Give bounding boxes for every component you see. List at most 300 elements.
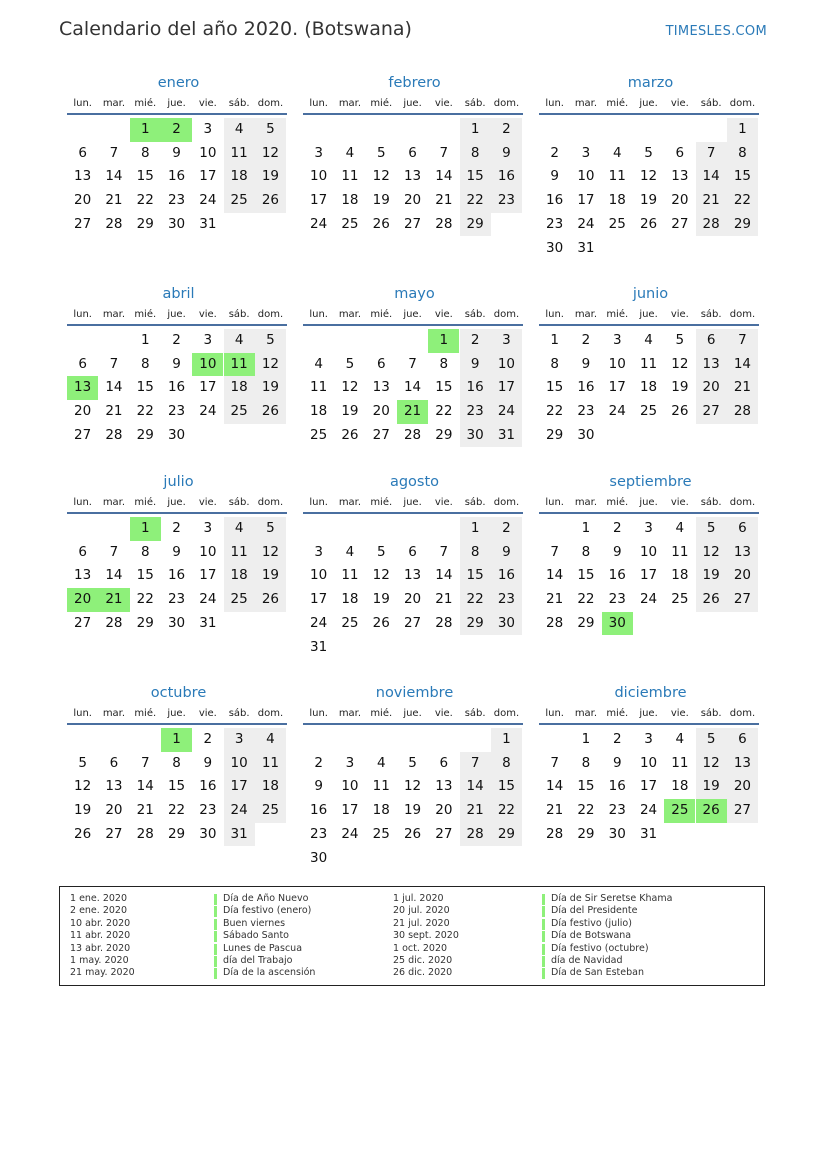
day-cell: 26 <box>372 614 390 631</box>
day-cell: 6 <box>675 144 685 161</box>
weekday-header: mar. <box>102 309 126 320</box>
day-cell: 15 <box>136 567 154 584</box>
holiday-day-cell: 1 <box>130 118 161 142</box>
month-name: julio <box>163 474 194 490</box>
day-cell: 30 <box>491 612 522 636</box>
day-cell: 13 <box>727 541 758 565</box>
day-cell: 3 <box>491 329 522 353</box>
day-cell: 13 <box>403 168 422 185</box>
day-cell: 12 <box>696 752 727 776</box>
day-cell: 2 <box>612 520 622 536</box>
day-cell: 16 <box>608 778 626 795</box>
day-cell: 26 <box>372 215 390 232</box>
day-cell: 14 <box>460 775 491 799</box>
holiday-day-cell: 2 <box>161 118 192 142</box>
header-divider <box>303 113 523 115</box>
day-cell: 4 <box>376 754 386 771</box>
day-cell: 24 <box>341 825 359 842</box>
day-cell: 23 <box>608 802 626 819</box>
legend-date: 1 may. 2020 <box>70 955 129 966</box>
day-cell: 25 <box>341 215 359 232</box>
day-cell: 27 <box>403 614 422 631</box>
day-cell: 10 <box>199 543 217 560</box>
weekday-header: sáb. <box>700 708 722 719</box>
day-cell: 26 <box>639 215 658 232</box>
weekday-header: vie. <box>198 497 217 508</box>
legend-holiday-name: Día del Presidente <box>551 905 638 917</box>
weekday-header: lun. <box>309 98 328 109</box>
day-cell: 3 <box>314 144 323 161</box>
weekday-header: dom. <box>257 309 284 320</box>
day-cell: 25 <box>372 825 390 842</box>
day-cell: 19 <box>671 379 689 396</box>
day-cell: 15 <box>577 778 595 795</box>
day-cell: 22 <box>136 192 154 209</box>
day-cell: 1 <box>140 332 150 348</box>
legend-holiday-marker <box>542 944 545 955</box>
day-cell: 17 <box>199 379 217 396</box>
weekday-header: dom. <box>257 98 284 109</box>
holiday-day-cell: 1 <box>161 728 192 752</box>
day-cell: 29 <box>435 426 453 443</box>
holiday-day-cell: 25 <box>664 799 695 823</box>
day-cell: 6 <box>696 329 727 353</box>
day-cell: 13 <box>403 567 422 584</box>
legend-holiday-name: día de Navidad <box>551 955 623 966</box>
weekday-header: sáb. <box>228 497 250 508</box>
weekday-header: sáb. <box>464 497 486 508</box>
day-cell: 26 <box>671 403 689 420</box>
day-cell: 5 <box>675 332 685 348</box>
legend-holiday-marker <box>214 944 217 955</box>
day-cell: 14 <box>403 379 422 396</box>
day-cell: 4 <box>224 118 255 142</box>
day-cell: 24 <box>199 591 217 608</box>
day-cell: 18 <box>224 165 255 189</box>
day-cell: 31 <box>199 215 217 232</box>
day-cell: 27 <box>74 614 92 631</box>
day-cell: 4 <box>345 543 355 560</box>
header-divider <box>539 324 759 326</box>
day-cell: 30 <box>546 239 564 256</box>
day-cell: 17 <box>310 192 328 209</box>
day-cell: 26 <box>255 588 286 612</box>
day-cell: 21 <box>435 192 453 209</box>
weekday-header: mié. <box>606 98 629 109</box>
day-cell: 4 <box>255 728 286 752</box>
day-cell: 26 <box>74 825 92 842</box>
day-cell: 5 <box>78 754 87 771</box>
weekday-header: dom. <box>257 497 284 508</box>
day-cell: 11 <box>671 754 689 771</box>
day-cell: 18 <box>608 192 626 209</box>
day-cell: 19 <box>74 802 92 819</box>
legend-holiday-marker <box>214 906 217 917</box>
day-cell: 28 <box>105 426 123 443</box>
weekday-header: dom. <box>493 309 520 320</box>
day-cell: 9 <box>612 543 622 560</box>
day-cell: 24 <box>639 591 658 608</box>
day-cell: 21 <box>727 376 758 400</box>
day-cell: 4 <box>675 520 685 536</box>
weekday-header: jue. <box>167 98 186 109</box>
weekday-header: vie. <box>434 98 453 109</box>
holiday-day-cell: 26 <box>696 799 727 823</box>
day-cell: 17 <box>199 168 217 185</box>
day-cell: 8 <box>491 752 522 776</box>
weekday-header: sáb. <box>228 309 250 320</box>
day-cell: 25 <box>224 400 255 424</box>
legend-holiday-name: Día festivo (enero) <box>223 905 312 917</box>
month-name: enero <box>157 75 200 91</box>
legend-date: 13 abr. 2020 <box>70 942 131 954</box>
day-cell: 12 <box>255 353 286 377</box>
day-cell: 17 <box>639 778 658 795</box>
day-cell: 10 <box>310 168 328 185</box>
day-cell: 23 <box>167 591 186 608</box>
day-cell: 17 <box>310 591 328 608</box>
day-cell: 25 <box>608 215 626 232</box>
day-cell: 14 <box>546 778 564 795</box>
day-cell: 12 <box>255 142 286 166</box>
day-cell: 4 <box>224 329 255 353</box>
day-cell: 5 <box>644 144 653 161</box>
holiday-day-cell: 21 <box>98 588 129 612</box>
day-cell: 10 <box>199 144 217 161</box>
weekday-header: jue. <box>167 309 186 320</box>
day-cell: 26 <box>403 825 422 842</box>
day-cell: 3 <box>314 543 323 560</box>
header-divider <box>67 113 287 115</box>
day-cell: 27 <box>74 215 92 232</box>
day-cell: 29 <box>727 213 758 237</box>
day-cell: 23 <box>491 588 522 612</box>
day-cell: 31 <box>224 823 255 847</box>
day-cell: 15 <box>167 778 186 795</box>
day-cell: 28 <box>403 426 422 443</box>
day-cell: 25 <box>224 189 255 213</box>
weekday-header: mié. <box>134 98 157 109</box>
day-cell: 8 <box>550 355 559 372</box>
day-cell: 7 <box>696 142 727 166</box>
day-cell: 12 <box>255 541 286 565</box>
day-cell: 6 <box>78 144 87 161</box>
day-cell: 28 <box>435 215 453 232</box>
day-cell: 1 <box>581 520 591 536</box>
weekday-header: sáb. <box>228 98 250 109</box>
weekday-header: jue. <box>403 708 422 719</box>
day-cell: 2 <box>460 329 491 353</box>
day-cell: 4 <box>314 355 323 372</box>
page-title: Calendario del año 2020. (Botswana) <box>59 18 412 40</box>
day-cell: 29 <box>460 612 491 636</box>
day-cell: 25 <box>255 799 286 823</box>
day-cell: 25 <box>310 426 328 443</box>
weekday-header: sáb. <box>700 497 722 508</box>
day-cell: 16 <box>460 376 491 400</box>
day-cell: 26 <box>255 189 286 213</box>
day-cell: 2 <box>612 731 622 747</box>
legend-holiday-marker <box>542 956 545 967</box>
legend-date: 20 jul. 2020 <box>393 905 450 917</box>
weekday-header: mié. <box>370 708 393 719</box>
day-cell: 8 <box>140 543 150 560</box>
day-cell: 15 <box>435 379 453 396</box>
brand-link[interactable]: TIMESLES.COM <box>665 24 767 39</box>
day-cell: 23 <box>546 215 564 232</box>
day-cell: 20 <box>671 192 689 209</box>
day-cell: 9 <box>612 754 622 771</box>
day-cell: 14 <box>105 379 123 396</box>
month-name: octubre <box>150 685 207 701</box>
day-cell: 18 <box>224 564 255 588</box>
day-cell: 2 <box>203 731 213 747</box>
day-cell: 30 <box>167 426 186 443</box>
day-cell: 18 <box>372 802 390 819</box>
day-cell: 24 <box>491 400 522 424</box>
legend-holiday-marker <box>542 919 545 930</box>
day-cell: 20 <box>403 192 422 209</box>
weekday-header: dom. <box>493 497 520 508</box>
weekday-header: dom. <box>729 708 756 719</box>
day-cell: 10 <box>491 353 522 377</box>
day-cell: 27 <box>403 215 422 232</box>
day-cell: 5 <box>696 728 727 752</box>
weekday-header: mar. <box>102 497 126 508</box>
day-cell: 18 <box>255 775 286 799</box>
day-cell: 10 <box>639 543 658 560</box>
day-cell: 25 <box>341 614 359 631</box>
day-cell: 31 <box>639 825 658 842</box>
weekday-header: vie. <box>434 497 453 508</box>
day-cell: 6 <box>78 543 87 560</box>
day-cell: 19 <box>696 775 727 799</box>
legend-holiday-marker <box>542 968 545 979</box>
day-cell: 14 <box>435 567 453 584</box>
day-cell: 13 <box>74 567 92 584</box>
day-cell: 27 <box>74 426 92 443</box>
day-cell: 14 <box>435 168 453 185</box>
day-cell: 9 <box>203 754 213 771</box>
weekday-header: jue. <box>639 708 658 719</box>
legend-holiday-marker <box>542 906 545 917</box>
day-cell: 29 <box>136 426 154 443</box>
day-cell: 14 <box>727 353 758 377</box>
weekday-header: sáb. <box>464 98 486 109</box>
weekday-header: mié. <box>606 497 629 508</box>
day-cell: 20 <box>403 591 422 608</box>
day-cell: 15 <box>136 379 154 396</box>
day-cell: 30 <box>608 825 626 842</box>
day-cell: 16 <box>167 168 186 185</box>
day-cell: 11 <box>639 355 658 372</box>
legend-holiday-name: Buen viernes <box>223 917 286 929</box>
weekday-header: lun. <box>73 309 92 320</box>
month-name: diciembre <box>614 685 687 701</box>
weekday-header: dom. <box>493 98 520 109</box>
day-cell: 11 <box>372 778 390 795</box>
month-name: abril <box>162 286 195 302</box>
day-cell: 12 <box>403 778 422 795</box>
day-cell: 28 <box>460 823 491 847</box>
day-cell: 19 <box>255 564 286 588</box>
day-cell: 24 <box>199 192 217 209</box>
day-cell: 27 <box>727 588 758 612</box>
day-cell: 9 <box>491 541 522 565</box>
day-cell: 20 <box>727 775 758 799</box>
day-cell: 2 <box>314 754 323 771</box>
day-cell: 13 <box>671 168 689 185</box>
day-cell: 21 <box>546 802 564 819</box>
day-cell: 21 <box>105 192 123 209</box>
day-cell: 29 <box>577 614 595 631</box>
day-cell: 9 <box>581 355 591 372</box>
day-cell: 3 <box>345 754 355 771</box>
day-cell: 5 <box>255 329 286 353</box>
legend-holiday-name: Día de San Esteban <box>551 967 644 979</box>
day-cell: 22 <box>546 403 564 420</box>
day-cell: 12 <box>372 567 390 584</box>
weekday-header: mar. <box>338 708 362 719</box>
weekday-header: vie. <box>670 98 689 109</box>
day-cell: 16 <box>608 567 626 584</box>
weekday-header: mar. <box>338 98 362 109</box>
day-cell: 3 <box>644 520 653 536</box>
weekday-header: dom. <box>493 708 520 719</box>
day-cell: 6 <box>408 543 417 560</box>
day-cell: 2 <box>491 517 522 541</box>
legend-holiday-name: Día festivo (octubre) <box>551 942 649 954</box>
day-cell: 7 <box>550 543 559 560</box>
day-cell: 19 <box>639 192 658 209</box>
day-cell: 28 <box>727 400 758 424</box>
legend-holiday-name: Lunes de Pascua <box>223 942 303 954</box>
header-divider <box>303 512 523 514</box>
day-cell: 22 <box>460 588 491 612</box>
day-cell: 17 <box>491 376 522 400</box>
day-cell: 21 <box>136 802 154 819</box>
weekday-header: dom. <box>729 309 756 320</box>
weekday-header: sáb. <box>700 98 722 109</box>
day-cell: 11 <box>224 541 255 565</box>
legend-holiday-name: Día de Sir Seretse Khama <box>551 893 673 904</box>
month-name: marzo <box>627 75 674 91</box>
day-cell: 28 <box>696 213 727 237</box>
day-cell: 20 <box>105 802 123 819</box>
day-cell: 27 <box>727 799 758 823</box>
day-cell: 17 <box>199 567 217 584</box>
day-cell: 11 <box>671 543 689 560</box>
day-cell: 7 <box>439 543 449 560</box>
day-cell: 8 <box>439 355 449 372</box>
day-cell: 31 <box>310 638 328 655</box>
weekday-header: mar. <box>338 497 362 508</box>
legend-date: 1 jul. 2020 <box>393 893 444 904</box>
day-cell: 28 <box>105 614 123 631</box>
day-cell: 24 <box>639 802 658 819</box>
holiday-day-cell: 20 <box>67 588 98 612</box>
day-cell: 5 <box>696 517 727 541</box>
day-cell: 15 <box>727 165 758 189</box>
day-cell: 8 <box>140 355 150 372</box>
month-name: febrero <box>388 75 441 91</box>
day-cell: 27 <box>435 825 453 842</box>
day-cell: 20 <box>372 403 390 420</box>
day-cell: 7 <box>550 754 559 771</box>
day-cell: 3 <box>203 121 213 137</box>
legend-holiday-marker <box>214 931 217 942</box>
weekday-header: jue. <box>639 497 658 508</box>
weekday-header: jue. <box>403 497 422 508</box>
day-cell: 5 <box>376 144 386 161</box>
header-divider <box>539 113 759 115</box>
day-cell: 18 <box>310 403 328 420</box>
day-cell: 22 <box>577 591 595 608</box>
day-cell: 6 <box>408 144 417 161</box>
day-cell: 11 <box>341 567 359 584</box>
day-cell: 5 <box>376 543 386 560</box>
day-cell: 30 <box>199 825 217 842</box>
weekday-header: lun. <box>73 497 92 508</box>
legend-date: 10 abr. 2020 <box>70 917 131 929</box>
legend-holiday-marker <box>214 956 217 967</box>
day-cell: 9 <box>172 144 181 161</box>
legend-holiday-name: Día de Año Nuevo <box>223 893 309 904</box>
day-cell: 1 <box>550 332 559 348</box>
day-cell: 16 <box>546 192 564 209</box>
holiday-day-cell: 1 <box>130 517 161 541</box>
day-cell: 24 <box>199 403 217 420</box>
weekday-header: dom. <box>729 98 756 109</box>
weekday-header: vie. <box>670 497 689 508</box>
day-cell: 18 <box>639 379 658 396</box>
weekday-header: lun. <box>73 98 92 109</box>
day-cell: 11 <box>255 752 286 776</box>
day-cell: 2 <box>550 144 559 161</box>
weekday-header: mar. <box>102 98 126 109</box>
holiday-day-cell: 21 <box>397 400 428 424</box>
day-cell: 8 <box>727 142 758 166</box>
day-cell: 14 <box>546 567 564 584</box>
day-cell: 18 <box>341 591 359 608</box>
day-cell: 10 <box>639 754 658 771</box>
day-cell: 27 <box>105 825 123 842</box>
weekday-header: sáb. <box>464 708 486 719</box>
day-cell: 24 <box>310 215 328 232</box>
day-cell: 1 <box>491 728 522 752</box>
day-cell: 3 <box>203 520 213 536</box>
day-cell: 26 <box>255 400 286 424</box>
legend-date: 25 dic. 2020 <box>393 955 453 966</box>
day-cell: 17 <box>577 192 595 209</box>
day-cell: 22 <box>435 403 453 420</box>
day-cell: 4 <box>675 731 685 747</box>
day-cell: 29 <box>136 614 154 631</box>
day-cell: 3 <box>644 731 653 747</box>
day-cell: 26 <box>696 588 727 612</box>
day-cell: 20 <box>727 564 758 588</box>
day-cell: 28 <box>136 825 154 842</box>
day-cell: 16 <box>491 165 522 189</box>
legend-holiday-marker <box>214 919 217 930</box>
day-cell: 18 <box>671 567 689 584</box>
day-cell: 15 <box>491 775 522 799</box>
weekday-header: sáb. <box>464 309 486 320</box>
day-cell: 28 <box>546 614 564 631</box>
day-cell: 12 <box>341 379 359 396</box>
day-cell: 16 <box>199 778 217 795</box>
weekday-header: mié. <box>134 309 157 320</box>
